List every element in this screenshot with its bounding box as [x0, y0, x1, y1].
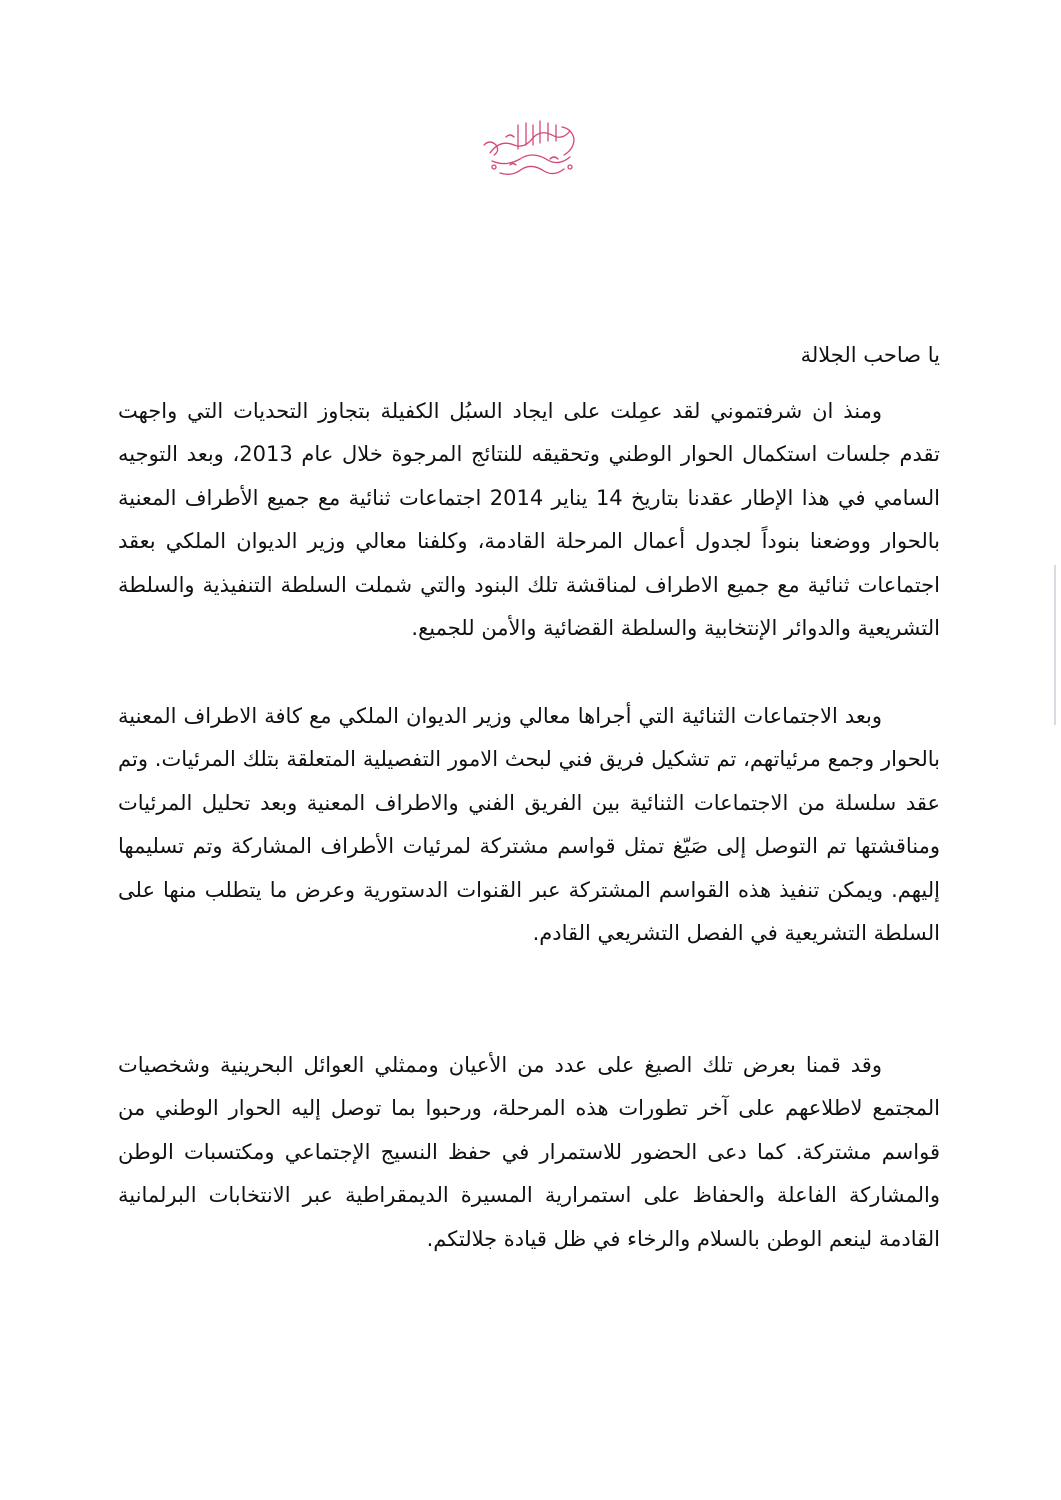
- letter-body: [118, 334, 940, 1261]
- salutation: يا صاحب الجلالة: [800, 343, 940, 367]
- paragraph-2: وبعد الاجتماعات الثنائية التي أجراها معالي وزير الديوان الملكي مع كافة الاطراف المعنية بالحوار وجمع مرئياتهم، تم تشكيل فريق فني لبحث الامور التفصيلية المتعلقة بتلك المرئيات. وتم عقد سلسلة من الاجتماعات الثنائية بين الفريق الفني والاطراف المعنية وبعد تحليل المرئيات ومناقشتها تم التوصل إلى صَيّغ تمثل قواسم مشتركة لمرئيات الأطراف المشاركة وتم تسليمها إليهم. ويمكن تنفيذ هذه القواسم المشتركة عبر القنوات الدستورية وعرض ما يتطلب منها على السلطة التشريعية في الفصل التشريعي القادم.: [118, 703, 940, 945]
- scan-edge-line: [1054, 565, 1056, 725]
- paragraph-3: وقد قمنا بعرض تلك الصيغ على عدد من الأعيان وممثلي العوائل البحرينية وشخصيات المجتمع لاطلاعهم على آخر تطورات هذه المرحلة، ورحبوا بما توصل إليه الحوار الوطني من قواسم مشتركة. كما دعى الحضور للاستمرار في حفظ النسيج الإجتماعي ومكتسبات الوطن والمشاركة الفاعلة والحفاظ على استمرارية المسيرة الديمقراطية عبر الانتخابات البرلمانية القادمة لينعم الوطن بالسلام والرخاء في ظل قيادة جلالتكم.: [118, 1052, 940, 1251]
- paragraph-1: ومنذ ان شرفتموني لقد عمِلت على ايجاد السبُل الكفيلة بتجاوز التحديات التي واجهت تقدم جلسات استكمال الحوار الوطني وتحقيقه للنتائج المرجوة خلال عام 2013، وبعد التوجيه السامي في هذا الإطار عقدنا بتاريخ 14 يناير 2014 اجتماعات ثنائية مع جميع الأطراف المعنية بالحوار ووضعنا بنوداً لجدول أعمال المرحلة القادمة، وكلفنا معالي وزير الديوان الملكي بعقد اجتماعات ثنائية مع جميع الاطراف لمناقشة تلك البنود والتي شملت السلطة التنفيذية والسلطة التشريعية والدوائر الإنتخابية والسلطة القضائية والأمن للجميع.: [118, 398, 940, 640]
- royal-emblem-icon: [470, 115, 590, 185]
